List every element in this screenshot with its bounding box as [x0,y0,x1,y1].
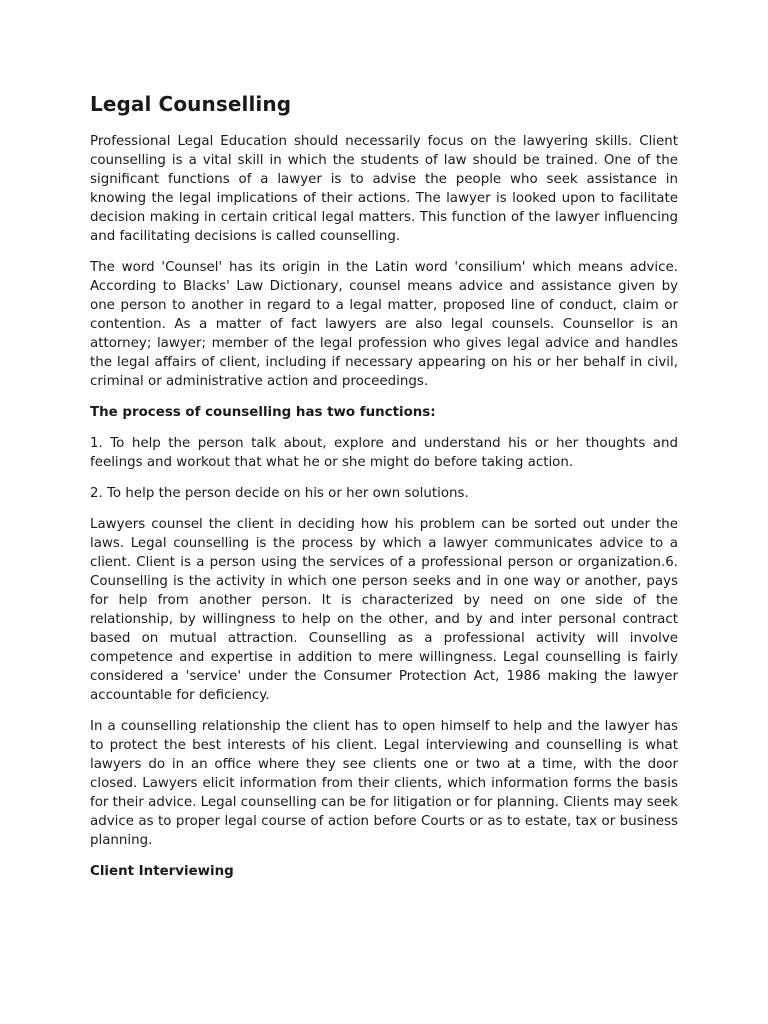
paragraph-lawyers-counsel: Lawyers counsel the client in deciding how his problem can be sorted out under the laws. Legal counselling is the process by which a lawyer communicates advice to a client. Client is a person using the services of a professional person or organization.6. Counselling is the activity in which one person seeks and in one way or another, pays for help from another person. It is characterized by need on one side of the relationship, by willingness to help on the other, and by and inter personal contract based on mutual attraction. Counselling as a professional activity will involve competence and expertise in addition to mere willingness. Legal counselling is fairly considered a 'service' under the Consumer Protection Act, 1986 making the lawyer accountable for deficiency. [90,517,678,703]
function-item-2: 2. To help the person decide on his or her own solutions. [90,486,469,501]
client-interviewing-heading: Client Interviewing [90,864,234,879]
document-title: Legal Counselling [90,92,292,116]
paragraph-counsel-definition: The word 'Counsel' has its origin in the Latin word 'consilium' which means advice. According to Blacks' Law Dictionary, counsel means advice and assistance given by one person to another in regard to a legal matter, proposed line of conduct, claim or contention. As a matter of fact lawyers are also legal counsels. Counsellor is an attorney; lawyer; member of the legal profession who gives legal advice and handles the legal affairs of client, including if necessary appearing on his or her behalf in civil, criminal or administrative action and proceedings. [90,260,678,389]
paragraph-counselling-relationship: In a counselling relationship the client has to open himself to help and the lawyer has to protect the best interests of his client. Legal interviewing and counselling is what lawyers do in an office where they see clients one or two at a time, with the door closed. Lawyers elicit information from their clients, which information forms the basis for their advice. Legal counselling can be for litigation or for planning. Clients may seek advice as to proper legal course of action before Courts or as to estate, tax or business planning. [90,719,678,848]
paragraph-intro: Professional Legal Education should necessarily focus on the lawyering skills. Client counselling is a vital skill in which the students of law should be trained. One of the significant functions of a lawyer is to advise the people who seek assistance in knowing the legal implications of their actions. The lawyer is looked upon to facilitate decision making in certain critical legal matters. This function of the lawyer influencing and facilitating decisions is called counselling. [90,134,678,244]
process-heading: The process of counselling has two functions: [90,405,436,420]
document-page [90,90,678,893]
function-item-1: 1. To help the person talk about, explore and understand his or her thoughts and feelings and workout that what he or she might do before taking action. [90,436,678,470]
